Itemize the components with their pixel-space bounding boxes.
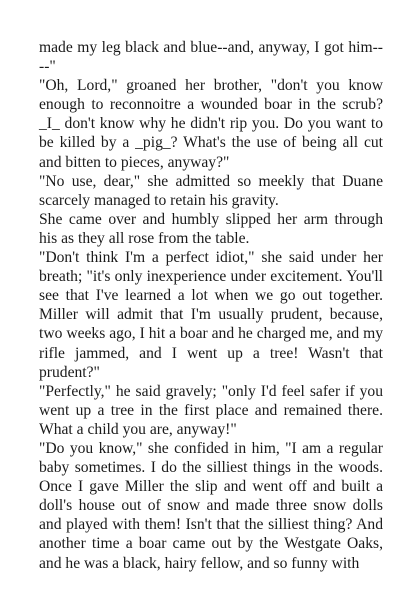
paragraph-3: "No use, dear," she admitted so meekly that Duane scarcely managed to retain his gravity.: [39, 172, 383, 209]
paragraph-6: "Perfectly," he said gravely; "only I'd feel safer if you went up a tree in the first place and remained there. What a child you are, anyway!": [39, 382, 383, 438]
paragraph-2: "Oh, Lord," groaned her brother, "don't you know enough to reconnoitre a wounded boar in the scrub? _I_ don't know why he didn't rip you. Do you want to be killed by a _pig_? What's the use of being all cut and bitten to pieces, anyway?": [39, 77, 383, 171]
paragraph-7: "Do you know," she confided in him, "I am a regular baby sometimes. I do the silliest things in the woods. Once I gave Miller the slip and went off and built a doll's house out of snow and made three snow dolls and played with them! Isn't that the silliest thing? And another time a boar came out by the Westgate Oaks, and he was a black, hairy fellow, and so funny with: [39, 439, 383, 572]
paragraph-1: made my leg black and blue--and, anyway, I got him----": [39, 39, 383, 76]
paragraph-5: "Don't think I'm a perfect idiot," she said under her breath; "it's only inexperience under excitement. You'll see that I've learned a lot when we go out together. Miller will admit that I'm usually prudent, because, two weeks ago, I hit a boar and he charged me, and my rifle jammed, and I went up a tree! Wasn't that prudent?": [39, 249, 383, 381]
book-page-text: [39, 38, 383, 573]
paragraph-4: She came over and humbly slipped her arm through his as they all rose from the table.: [39, 210, 383, 247]
